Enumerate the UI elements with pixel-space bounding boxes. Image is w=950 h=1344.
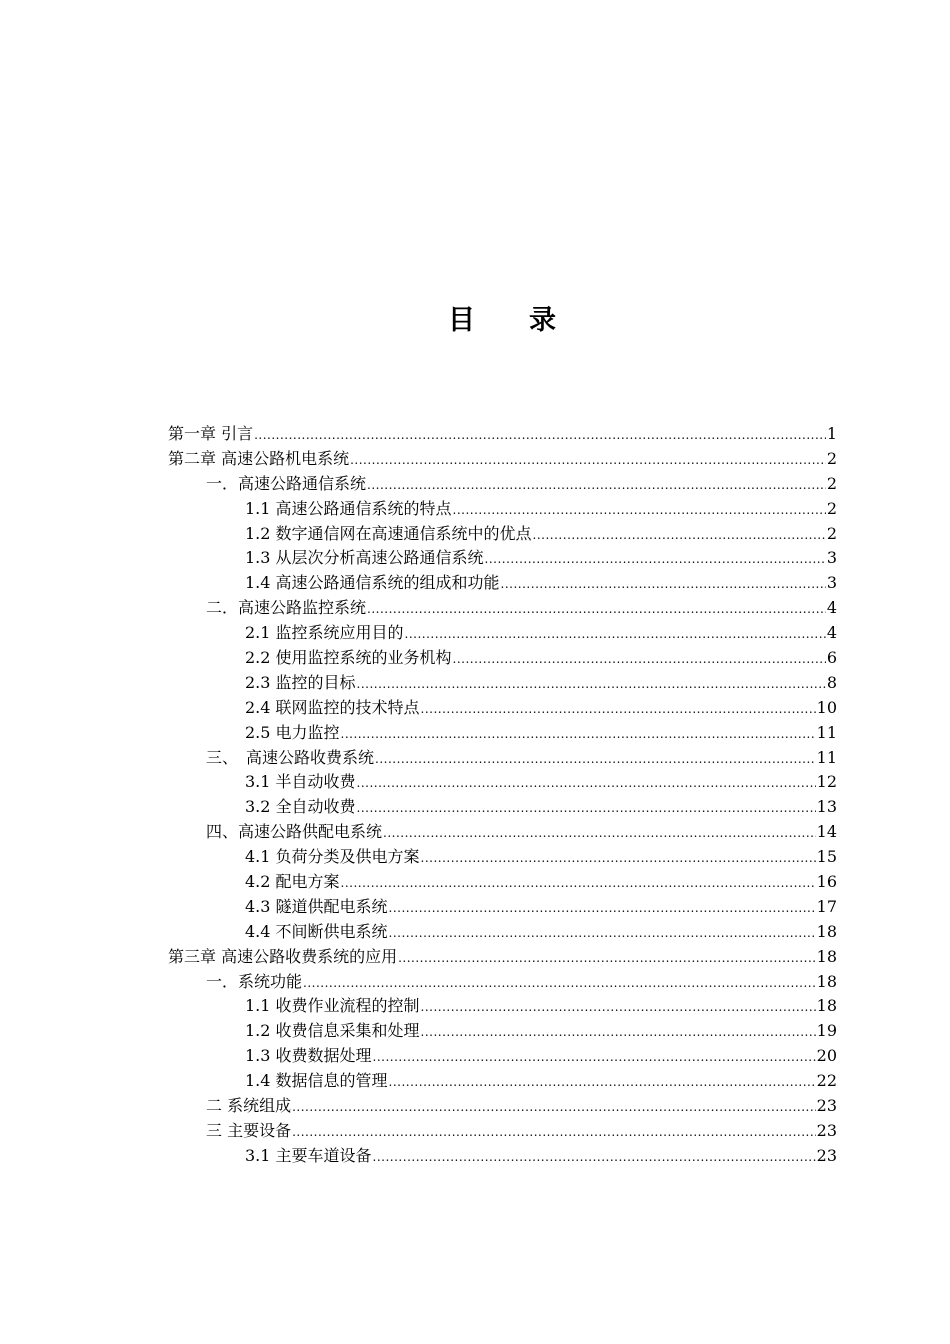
toc-dot-leader [389,921,816,946]
toc-page-number: 4 [826,623,837,643]
toc-dot-leader [254,423,826,448]
toc-page-number: 19 [816,1021,837,1041]
toc-entry[interactable] [168,422,837,447]
toc-dot-leader [383,821,816,846]
toc-entry[interactable] [168,696,837,721]
toc-entry[interactable] [168,472,837,497]
toc-entry[interactable] [168,820,837,845]
toc-entry-title: 1.3 收费数据处理 [245,1046,372,1066]
toc-entry-title: 4.3 隧道供配电系统 [245,896,388,916]
toc-page-number: 22 [816,1071,837,1091]
toc-entry[interactable] [168,596,837,621]
toc-page-number: 3 [826,548,837,568]
toc-page-number: 23 [816,1120,837,1140]
toc-dot-leader [341,722,816,747]
toc-entry[interactable] [168,795,837,820]
toc-entry[interactable] [168,1119,837,1144]
toc-entry[interactable] [168,1019,837,1044]
toc-page-number: 12 [816,772,837,792]
toc-entry-title: 2.2 使用监控系统的业务机构 [245,648,452,668]
toc-page-number: 11 [816,747,837,767]
toc-dot-leader [357,796,816,821]
toc-entry-title: 三、 高速公路收费系统 [206,747,375,767]
toc-entry[interactable] [168,1069,837,1094]
toc-dot-leader [389,896,816,921]
toc-page-number: 2 [826,498,837,518]
toc-dot-leader [292,1120,816,1145]
toc-page-number: 13 [816,797,837,817]
toc-dot-leader [292,1095,816,1120]
toc-entry[interactable] [168,646,837,671]
toc-page-number: 3 [826,573,837,593]
toc-dot-leader [367,473,826,498]
toc-dot-leader [373,1145,816,1170]
toc-entry[interactable] [168,497,837,522]
page-title: 目 录 [448,305,556,336]
toc-entry-title: 二．高速公路监控系统 [206,598,367,618]
toc-entry[interactable] [168,945,837,970]
toc-dot-leader [373,1045,816,1070]
toc-page-number: 2 [826,523,837,543]
toc-page-number: 20 [816,1046,837,1066]
table-of-contents [168,422,837,1169]
toc-entry-title: 1.2 收费信息采集和处理 [245,1021,420,1041]
toc-entry[interactable] [168,1144,837,1169]
toc-dot-leader [341,871,816,896]
toc-entry-title: 4.2 配电方案 [245,872,340,892]
toc-entry-title: 1.4 高速公路通信系统的组成和功能 [245,573,500,593]
toc-page-number: 2 [826,473,837,493]
toc-dot-leader [398,946,816,971]
toc-entry[interactable] [168,994,837,1019]
toc-entry[interactable] [168,522,837,547]
toc-dot-leader [533,523,826,548]
toc-entry[interactable] [168,546,837,571]
toc-entry-title: 4.4 不间断供电系统 [245,921,388,941]
toc-page-number: 18 [816,996,837,1016]
toc-entry-title: 3.1 主要车道设备 [245,1145,372,1165]
toc-entry-title: 四、高速公路供配电系统 [206,822,383,842]
toc-page-number: 2 [826,448,837,468]
toc-entry-title: 1.3 从层次分析高速公路通信系统 [245,548,484,568]
toc-entry[interactable] [168,870,837,895]
toc-page-number: 14 [816,822,837,842]
toc-dot-leader [421,697,816,722]
toc-dot-leader [405,622,826,647]
toc-entry[interactable] [168,721,837,746]
toc-page-number: 18 [816,946,837,966]
toc-entry-title: 第三章 高速公路收费系统的应用 [168,946,398,966]
toc-entry-title: 三 主要设备 [206,1120,292,1140]
toc-dot-leader [303,971,816,996]
toc-dot-leader [350,448,826,473]
toc-entry[interactable] [168,845,837,870]
toc-dot-leader [389,1070,816,1095]
toc-page-number: 10 [816,697,837,717]
toc-entry[interactable] [168,571,837,596]
toc-entry-title: 2.3 监控的目标 [245,672,356,692]
toc-entry[interactable] [168,895,837,920]
toc-entry[interactable] [168,970,837,995]
toc-entry-title: 1.2 数字通信网在高速通信系统中的优点 [245,523,532,543]
toc-dot-leader [453,498,826,523]
toc-dot-leader [485,547,826,572]
toc-page-number: 23 [816,1145,837,1165]
toc-entry-title: 1.4 数据信息的管理 [245,1071,388,1091]
toc-entry[interactable] [168,770,837,795]
toc-entry-title: 二 系统组成 [206,1096,292,1116]
toc-entry-title: 1.1 高速公路通信系统的特点 [245,498,452,518]
toc-entry[interactable] [168,671,837,696]
toc-dot-leader [375,747,816,772]
toc-dot-leader [501,572,826,597]
toc-page-number: 1 [826,424,837,443]
toc-entry-title: 一．系统功能 [206,971,303,991]
toc-entry-title: 2.5 电力监控 [245,722,340,742]
toc-entry-title: 2.1 监控系统应用目的 [245,623,404,643]
toc-entry[interactable] [168,447,837,472]
toc-page-number: 11 [816,722,837,742]
toc-entry-title: 1.1 收费作业流程的控制 [245,996,420,1016]
toc-page-number: 18 [816,971,837,991]
toc-dot-leader [453,647,826,672]
toc-page-number: 8 [826,672,837,692]
toc-entry[interactable] [168,1094,837,1119]
toc-entry-title: 一．高速公路通信系统 [206,473,367,493]
toc-page-number: 6 [826,648,837,668]
toc-dot-leader [357,672,826,697]
toc-page-number: 17 [816,896,837,916]
toc-entry[interactable] [168,920,837,945]
toc-entry[interactable] [168,621,837,646]
toc-dot-leader [421,995,816,1020]
toc-page-number: 18 [816,921,837,941]
toc-page-number: 15 [816,847,837,867]
toc-page-number: 4 [826,598,837,618]
toc-entry-title: 4.1 负荷分类及供电方案 [245,847,420,867]
toc-entry-title: 2.4 联网监控的技术特点 [245,697,420,717]
toc-entry-title: 第一章 引言 [168,424,254,443]
toc-entry[interactable] [168,1044,837,1069]
toc-page-number: 23 [816,1096,837,1116]
toc-dot-leader [367,597,826,622]
toc-entry-title: 3.2 全自动收费 [245,797,356,817]
toc-entry[interactable] [168,746,837,771]
toc-dot-leader [357,771,816,796]
toc-entry-title: 第二章 高速公路机电系统 [168,448,350,468]
toc-page-number: 16 [816,872,837,892]
toc-entry-title: 3.1 半自动收费 [245,772,356,792]
toc-dot-leader [421,1020,816,1045]
toc-dot-leader [421,846,816,871]
